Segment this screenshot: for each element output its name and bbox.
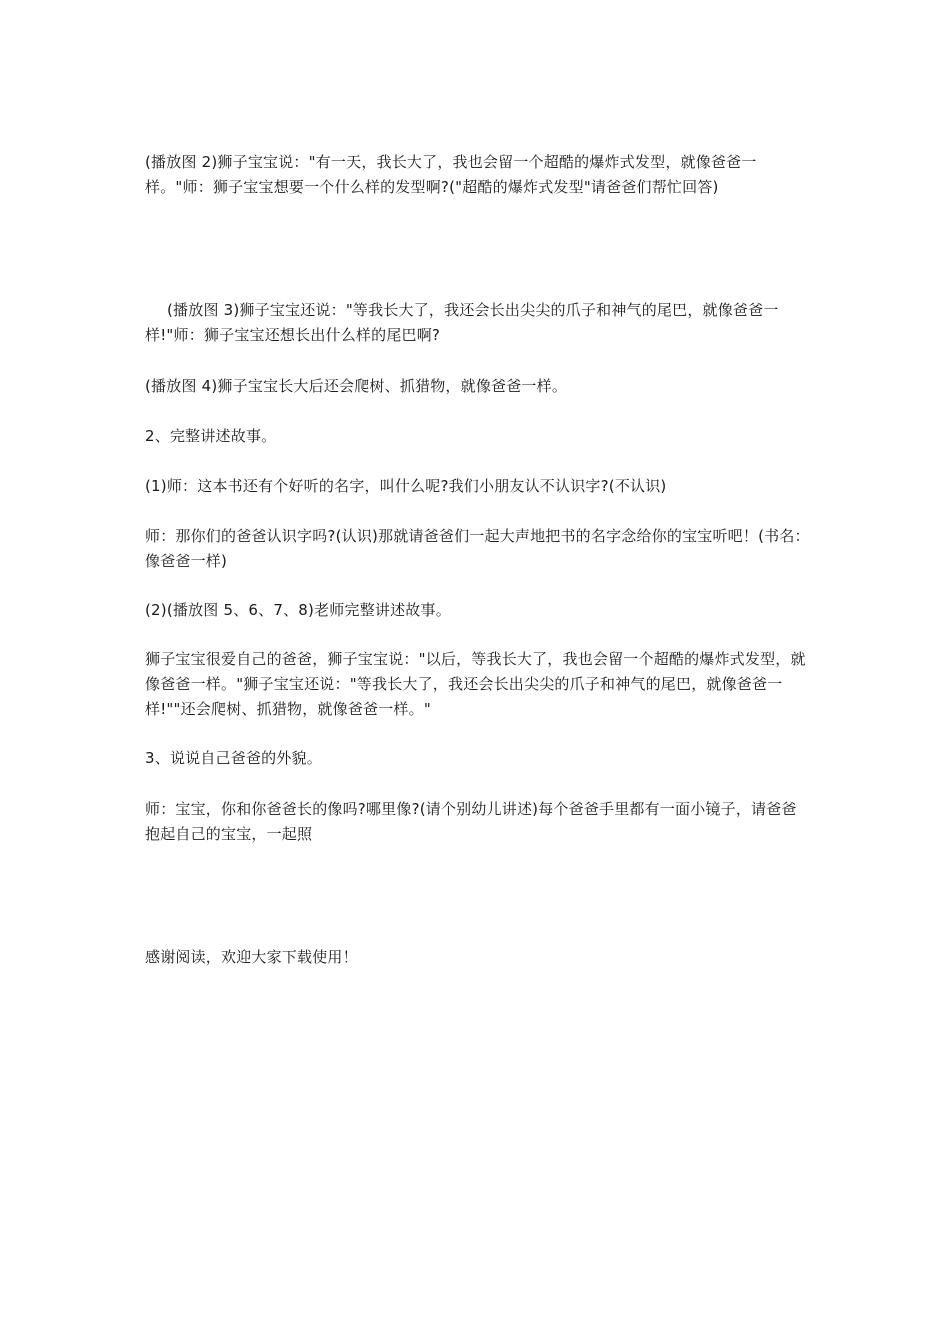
paragraph-10: 师：宝宝，你和你爸爸长的像吗?哪里像?(请个别幼儿讲述)每个爸爸手里都有一面小镜子，请爸爸抱起自己的宝宝，一起照 (145, 800, 797, 843)
closing-note: 感谢阅读，欢迎大家下载使用！ (145, 948, 358, 966)
paragraph-1: (播放图 2)狮子宝宝说："有一天，我长大了，我也会留一个超酷的爆炸式发型，就像爸爸一样。"师：狮子宝宝想要一个什么样的发型啊?("超酷的爆炸式发型"请爸爸们帮忙回答) (145, 153, 757, 196)
paragraph-2: (播放图 3)狮子宝宝还说："等我长大了，我还会长出尖尖的爪子和神气的尾巴，就像爸爸一样!"师：狮子宝宝还想长出什么样的尾巴啊? (145, 301, 779, 344)
paragraph-6: 师：那你们的爸爸认识字吗?(认识)那就请爸爸们一起大声地把书的名字念给你的宝宝听吧！(书名：像爸爸一样) (145, 527, 810, 570)
paragraph-5: (1)师：这本书还有个好听的名字，叫什么呢?我们小朋友认不认识字?(不认识) (145, 477, 667, 495)
paragraph-9: 3、说说自己爸爸的外貌。 (145, 749, 322, 767)
paragraph-3: (播放图 4)狮子宝宝长大后还会爬树、抓猎物，就像爸爸一样。 (145, 377, 568, 395)
paragraph-7: (2)(播放图 5、6、7、8)老师完整讲述故事。 (145, 601, 451, 619)
paragraph-8: 狮子宝宝很爱自己的爸爸，狮子宝宝说："以后，等我长大了，我也会留一个超酷的爆炸式发型，就像爸爸一样。"狮子宝宝还说："等我长大了，我还会长出尖尖的爪子和神气的尾巴，就像爸爸一样!""还会爬树、抓猎物，就像爸爸一样。" (145, 650, 806, 718)
paragraph-4: 2、完整讲述故事。 (145, 427, 277, 445)
